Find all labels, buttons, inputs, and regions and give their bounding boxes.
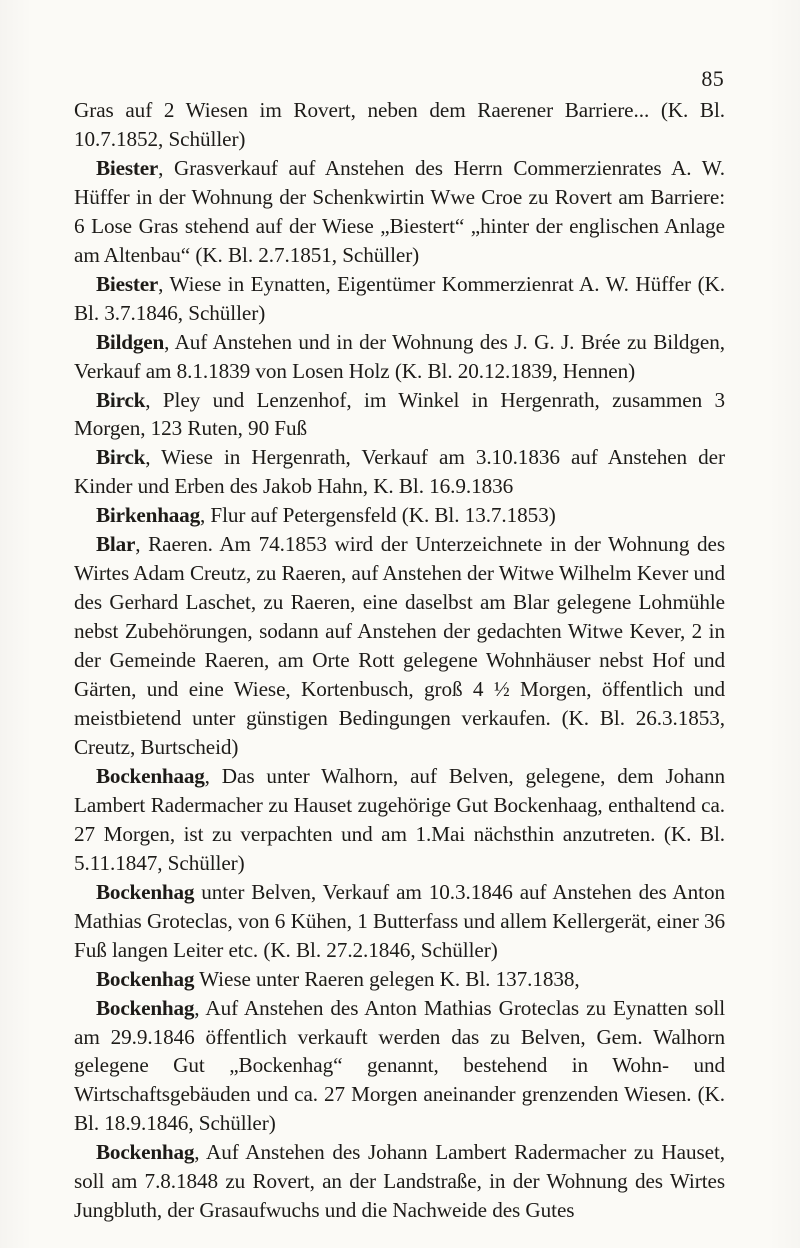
entry-term: Bockenhag — [96, 1140, 195, 1165]
entry-bockenhag-1 — [74, 878, 725, 965]
entry-text: , Das unter Walhorn, auf Belven, gelegene, dem Johann Lambert Radermacher zu Hauset zugehörige Gut Bockenhaag, enthaltend ca. 27 Morgen, ist zu verpachten und am 1.Mai nächsthin anzutreten. (K. Bl. 5.11.1847, Schüller) — [74, 763, 725, 875]
entry-term: Blar — [96, 532, 136, 557]
entry-text: , Auf Anstehen des Anton Mathias Groteclas zu Eynatten soll am 29.9.1846 öffentlich verkauft werden das zu Belven, Gem. Walhorn gelegene Gut „Bockenhag“ genannt, bestehend in Wohn- und Wirtschaftsgebäuden und ca. 27 Morgen aneinander grenzenden Wiesen. (K. Bl. 18.9.1846, Schüller) — [74, 995, 725, 1136]
entry-continued — [74, 96, 725, 154]
entry-text: Gras auf 2 Wiesen im Rovert, neben dem Raerener Barriere... (K. Bl. 10.7.1852, Schüller) — [74, 98, 725, 151]
entry-text: , Auf Anstehen und in der Wohnung des J. G. J. Brée zu Bildgen, Verkauf am 8.1.1839 von Losen Holz (K. Bl. 20.12.1839, Hennen) — [74, 329, 725, 383]
entry-biester-2 — [74, 270, 725, 328]
entry-text: Wiese unter Raeren gelegen K. Bl. 137.1838, — [194, 966, 580, 991]
page-body — [74, 96, 725, 1225]
entry-term: Birck — [96, 387, 146, 412]
entry-birkenhaag — [74, 501, 725, 530]
entry-birck-1 — [74, 386, 725, 444]
entry-term: Biester — [96, 155, 159, 180]
entry-bildgen — [74, 328, 725, 386]
entry-bockenhag-2 — [74, 965, 725, 994]
entry-text: , Wiese in Hergenrath, Verkauf am 3.10.1836 auf Anstehen der Kinder und Erben des Jakob Hahn, K. Bl. 16.9.1836 — [74, 445, 725, 499]
entry-term: Bockenhag — [96, 995, 195, 1020]
entry-bockenhag-3 — [74, 994, 725, 1139]
entry-term: Birck — [96, 445, 146, 470]
page-number: 85 — [701, 66, 724, 91]
entry-text: , Raeren. Am 74.1853 wird der Unterzeichnete in der Wohnung des Wirtes Adam Creutz, zu Raeren, auf Anstehen der Witwe Wilhelm Kever und des Gerhard Laschet, zu Raeren, eine daselbst am Blar gelegene Lohmühle nebst Zubehörungen, sodann auf Anstehen der gedachten Witwe Kever, 2 in der Gemeinde Raeren, am Orte Rott gelegene Wohnhäuser nebst Hof und Gärten, und eine Wiese, Kortenbusch, groß 4 ½ Morgen, öffentlich und meistbietend unter günstigen Bedingungen verkaufen. (K. Bl. 26.3.1853, Creutz, Burtscheid) — [74, 532, 725, 759]
entry-text: , Pley und Lenzenhof, im Winkel in Hergenrath, zusammen 3 Morgen, 123 Ruten, 90 Fuß — [74, 387, 725, 441]
entry-bockenhaag — [74, 762, 725, 878]
entry-text: , Wiese in Eynatten, Eigentümer Kommerzienrat A. W. Hüffer (K. Bl. 3.7.1846, Schüller) — [74, 271, 725, 325]
entry-text: , Auf Anstehen des Johann Lambert Radermacher zu Hauset, soll am 7.8.1848 zu Rovert, an der Landstraße, in der Wohnung des Wirtes Jungbluth, der Grasaufwuchs und die Nachweide des Gutes — [74, 1140, 725, 1223]
entry-term: Biester — [96, 271, 159, 296]
entry-term: Bockenhag — [96, 966, 195, 991]
entry-term: Birkenhaag — [96, 503, 200, 528]
entry-term: Bockenhag — [96, 879, 195, 904]
entry-text: unter Belven, Verkauf am 10.3.1846 auf Anstehen des Anton Mathias Groteclas, von 6 Kühen, 1 Butterfass und allem Kellergerät, einer 36 Fuß langen Leiter etc. (K. Bl. 27.2.1846, Schüller) — [74, 879, 725, 962]
entry-term: Bockenhaag — [96, 763, 205, 788]
entry-text: , Flur auf Petergensfeld (K. Bl. 13.7.1853) — [199, 503, 556, 528]
entry-biester-1 — [74, 154, 725, 270]
entry-bockenhag-4 — [74, 1138, 725, 1225]
entry-birck-2 — [74, 443, 725, 501]
entry-term: Bildgen — [96, 329, 165, 354]
entry-text: , Grasverkauf auf Anstehen des Herrn Commerzienrates A. W. Hüffer in der Wohnung der Schenkwirtin Wwe Croe zu Rovert am Barriere: 6 Lose Gras stehend auf der Wiese „Biestert“ „hinter der englischen Anlage am Altenbau“ (K. Bl. 2.7.1851, Schüller) — [74, 155, 725, 267]
entry-blar — [74, 530, 725, 762]
